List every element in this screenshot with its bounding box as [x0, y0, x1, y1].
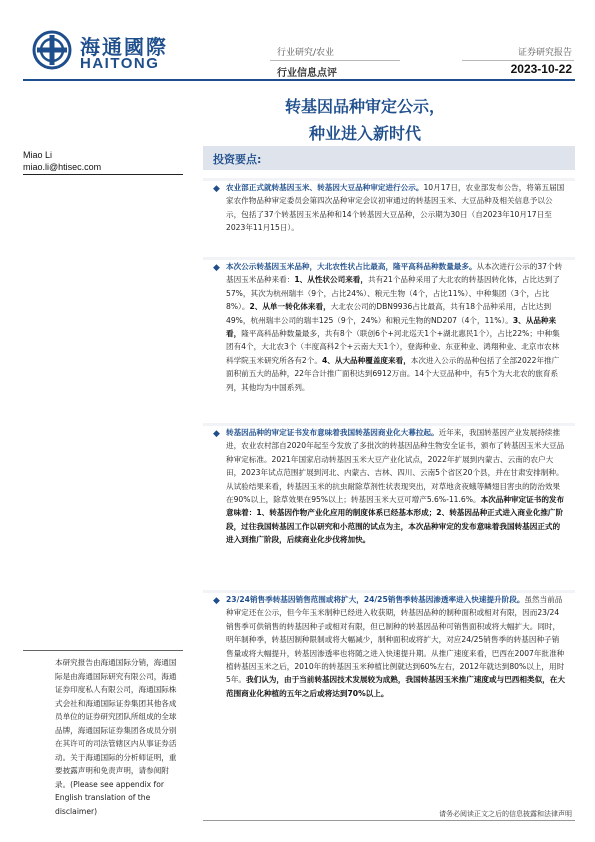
key-point-body: 隆平高科品种数量最多，共有8个（联创6个+河北巡天1个+湖北惠民1个），占比22%；中种集团有4个，大北农3个（丰度高科2个+云南大天1个），登海种业、东亚种业、鸿翔种业、北京市农林科学院玉米研究所各有2个。 — [226, 329, 560, 365]
bullet-icon: ◆ — [213, 263, 220, 273]
logo-wordmark-cn: 海通國際 — [80, 35, 168, 59]
bullet-icon: ◆ — [213, 429, 220, 439]
sidebar-disclaimer: 本研究报告由海通国际分销，海通国际是由海通国际研究有限公司，海通证券印度私人有限公司，海通国际株式会社和海通国际证券集团其他各成员单位的证券研究团队所组成的全球品牌，海通国际证券集团各成员分别在其许可的司法管辖区内从事证券活动。关于海通国际的分析师证明，重要披露声明和免责声明，请参阅附录。(Please see appendix for English translation of the disclaimer) — [55, 658, 177, 816]
key-point-paragraph — [226, 593, 565, 700]
key-points-heading: 投资要点: — [213, 153, 262, 166]
footer-rule — [203, 820, 575, 821]
key-point-conclusion: 本次品种审定证书的发布意味着：1、转基因作物产业化应用的制度体系已经基本形成；2、转基因品种正式进入商业化推广阶段，过往我国转基因工作以研究和小范围的试点为主，本次品种审定的发布意味着我国转基因正式的进入到推广阶段，后续商业化步伐将加快。 — [226, 495, 565, 545]
key-point-conclusion: 我们认为，由于当前转基因技术发展较为成熟，我国转基因玉米推广速度或与巴西相类似，在大范围商业化种植的五年之后或将达到70%以上。 — [226, 675, 565, 698]
key-point-body: 虽然当前品种审定还在公示，但今年玉米制种已经进入收获期，转基因品种的制种面积或相对有限，因而23/24销售季可供销售的转基因种子或相对有限，但已制种的转基因品种可销售面积或将大幅扩大。同时，明年制种季，转基因制种限制或将大幅减少，制种面积或将扩大，对应24/25销售季的转基因种子销售量或将大幅提升，转基因渗透率也将随之进入快速提升期。从推广速度来看，巴西在2007年批准种植转基因玉米之后，2010年的转基因玉米种植比例就达到60%左右，2012年就达到80%以上，用时5年。 — [226, 595, 565, 685]
report-title-line1: 转基因品种审定公示， — [284, 97, 445, 116]
key-point-body: 本次进入公示的品种包括了全部2022年推广面积前五大的品种，22年合计推广面积达到6912万亩。14个大豆品种中，有5个为大北农的旅育系列，其他均为中国系列。 — [226, 355, 560, 392]
author-name: Miao Li — [23, 150, 53, 160]
key-point-paragraph — [226, 426, 565, 547]
key-point-subhead: 3、从品种来看， — [226, 315, 557, 339]
header-divider — [462, 60, 574, 61]
bullet-icon: ◆ — [213, 596, 220, 606]
header-divider — [270, 60, 400, 61]
report-title-line2: 种业进入新时代 — [308, 124, 421, 143]
footer-disclaimer-note: 请务必阅读正文之后的信息披露和法律声明 — [439, 810, 572, 818]
key-point-paragraph — [226, 181, 565, 235]
key-point-subhead: 4、从大品种覆盖度来看， — [321, 355, 411, 365]
report-type: 行业信息点评 — [277, 68, 337, 79]
key-point-body: 大北农公司的DBN9936占比最高，共有18个品种采用，占比达到49%，杭州瑞丰公司的瑞丰125（9个，24%）和粮元生物的ND207（4个，11%）。 — [226, 302, 552, 325]
haitong-logo-icon — [32, 30, 72, 70]
report-date: 2023-10-22 — [510, 62, 572, 76]
sidebar-divider — [23, 650, 183, 651]
key-point-lead: 转基因品种的审定证书发布意味着我国转基因商业化大幕拉起。 — [226, 428, 439, 437]
bullet-icon: ◆ — [213, 184, 220, 194]
author-divider — [23, 174, 183, 175]
key-point-lead: 农业部正式就转基因玉米、转基因大豆品种审定进行公示。 — [226, 183, 424, 192]
report-category: 行业研究/农业 — [277, 48, 335, 58]
key-point-body: 近年来，我国转基因产业发展持续推进，农业农村部自2020年起至今发放了多批次的转基因品种生物安全证书，颁布了转基因玉米大豆品种审定标准。2021年国家启动转基因玉米大豆产业化试点，2022年扩展到内蒙古、云南的农户大田，2023年试点范围扩展到河北、内蒙古、吉林、四川、云南5个省区20个县，并在甘肃安排制种。从试验结果来看，转基因玉米的抗虫耐除草剂性状表现突出，对草地贪夜蛾等鳞翅目害虫的防治效果在90%以上，除草效果在95%以上；转基因玉米大豆可增产5.6%-11.6%。 — [226, 428, 565, 505]
key-point-subhead: 1、从性状公司来看， — [294, 275, 368, 285]
key-points-header — [203, 146, 575, 170]
key-point-body: 10月17日，农业部发布公告，将第五届国家农作物品种审定委员会第四次品种审定会议初审通过的转基因玉米、大豆品种及相关信息予以公示，包括了37个转基因玉米品种和14个转基因大豆品种，公示期为30日（自2023年10月17日至2023年11月15日）。 — [226, 183, 565, 233]
header-rule — [23, 79, 575, 81]
key-point-body: 从本次进行公示的37个转基因玉米品种来看： — [226, 262, 563, 285]
key-point-subhead: 2、从单一转化体来看， — [249, 302, 331, 312]
logo-wordmark-en: HAITONG — [80, 55, 160, 72]
author-email[interactable]: miao.li@htisec.com — [23, 162, 102, 172]
key-point-lead: 本次公示转基因玉米品种，大北农性状占比最高，隆平高科品种数量最多。 — [226, 262, 477, 271]
key-point-body: 共有21个品种采用了大北农的转基因转化体，占比达到了57%，其次为杭州瑞丰（9个，占比24%）、粮元生物（4个，占比11%）、中种集团（3个，占比8%）。 — [226, 275, 560, 312]
key-point-lead: 23/24销售季转基因销售范围或将扩大，24/25销售季转基因渗透率进入快速提升阶段。 — [226, 595, 525, 604]
key-point-paragraph — [226, 260, 565, 394]
report-series: 证券研究报告 — [517, 48, 572, 58]
